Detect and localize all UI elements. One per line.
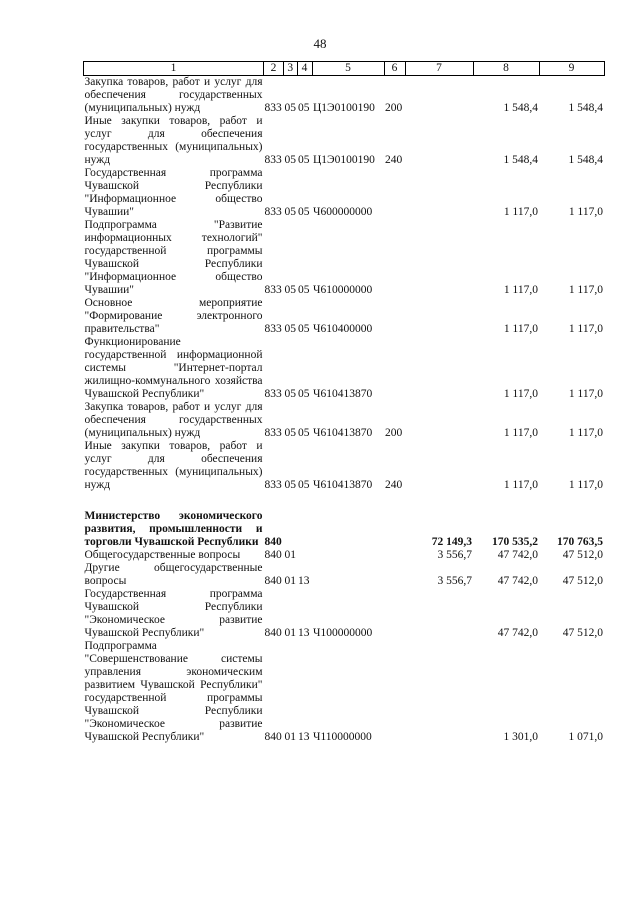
section-code-cell: 05 — [284, 206, 296, 218]
table-row — [84, 562, 605, 588]
column-header: 7 — [405, 62, 473, 76]
table-row — [84, 549, 605, 562]
amount-col7-cell — [405, 219, 473, 297]
table-row — [84, 440, 605, 492]
ministry-code-cell: 840 — [264, 627, 282, 639]
amount-col9-cell: 1 117,0 — [568, 323, 603, 335]
target-article-cell: Ч600000000 — [313, 206, 373, 218]
amount-col7-cell: 3 556,7 — [437, 549, 472, 561]
target-article-cell — [312, 510, 384, 549]
section-code-cell: 01 — [284, 731, 296, 743]
row-name-cell: Подпрограмма "Развитие информационных технологий" государственной программы Чувашской Республики "Информационное общество Чувашии" — [84, 219, 263, 296]
ministry-code-cell: 833 — [264, 154, 282, 166]
amount-col8-cell: 47 742,0 — [497, 549, 538, 561]
row-name-cell: Министерство экономического развития, промышленности и торговли Чувашской Республики — [84, 510, 263, 548]
expense-type-cell — [384, 219, 405, 297]
expense-type-cell — [384, 562, 405, 588]
section-code-cell: 05 — [284, 284, 296, 296]
subsection-code-cell — [297, 549, 312, 562]
row-name-cell: Государственная программа Чувашской Республики "Информационное общество Чувашии" — [84, 167, 263, 218]
expense-type-cell — [384, 640, 405, 744]
amount-col8-cell: 170 535,2 — [492, 536, 538, 548]
target-article-cell: Ц1Э0100190 — [313, 154, 375, 166]
subsection-code-cell: 05 — [298, 479, 310, 491]
expense-type-cell — [384, 510, 405, 549]
column-header: 6 — [384, 62, 405, 76]
table-row — [84, 219, 605, 297]
table-row — [84, 640, 605, 744]
amount-col9-cell: 1 117,0 — [568, 206, 603, 218]
section-code-cell: 01 — [284, 549, 296, 561]
row-name-cell: Функционирование государственной информационной системы "Интернет-портал жилищно-коммунального хозяйства Чувашской Республики" — [84, 336, 263, 400]
table-row — [84, 336, 605, 401]
amount-col7-cell — [405, 115, 473, 167]
subsection-code-cell: 05 — [298, 427, 310, 439]
amount-col7-cell — [405, 588, 473, 640]
column-header: 5 — [312, 62, 384, 76]
subsection-code-cell: 05 — [298, 102, 310, 114]
ministry-code-cell: 840 — [264, 575, 282, 587]
amount-col9-cell: 47 512,0 — [562, 627, 603, 639]
subsection-code-cell — [297, 510, 312, 549]
amount-col7-cell — [405, 336, 473, 401]
amount-col8-cell: 47 742,0 — [497, 575, 538, 587]
row-name-cell: Основное мероприятие "Формирование электронного правительства" — [84, 297, 263, 335]
subsection-code-cell: 05 — [298, 206, 310, 218]
amount-col9-cell: 1 548,4 — [568, 154, 603, 166]
amount-col9-cell: 47 512,0 — [562, 549, 603, 561]
expense-type-cell — [384, 167, 405, 219]
header-row — [84, 62, 605, 76]
section-code-cell: 01 — [284, 627, 296, 639]
ministry-code-cell: 833 — [264, 388, 282, 400]
subsection-code-cell: 13 — [298, 575, 310, 587]
expense-type-cell: 200 — [385, 102, 403, 114]
ministry-code-cell: 840 — [264, 731, 282, 743]
amount-col9-cell: 1 117,0 — [568, 427, 603, 439]
target-article-cell: Ч610000000 — [313, 284, 373, 296]
expense-type-cell — [384, 336, 405, 401]
subsection-code-cell: 05 — [298, 388, 310, 400]
amount-col8-cell: 1 117,0 — [503, 284, 538, 296]
subsection-code-cell: 05 — [298, 323, 310, 335]
amount-col7-cell — [405, 440, 473, 492]
row-name-cell: Закупка товаров, работ и услуг для обеспечения государственных (муниципальных) нужд — [84, 401, 263, 439]
amount-col7-cell — [405, 401, 473, 440]
ministry-code-cell: 833 — [264, 206, 282, 218]
row-name-cell: Общегосударственные вопросы — [84, 549, 241, 561]
row-name-cell: Государственная программа Чувашской Республики "Экономическое развитие Чувашской Республики" — [84, 588, 263, 639]
ministry-code-cell: 833 — [264, 323, 282, 335]
column-header: 3 — [284, 62, 298, 76]
section-code-cell: 05 — [284, 479, 296, 491]
amount-col7-cell — [405, 167, 473, 219]
ministry-code-cell: 840 — [264, 549, 282, 561]
amount-col9-cell: 1 117,0 — [568, 284, 603, 296]
amount-col9-cell: 170 763,5 — [557, 536, 603, 548]
row-name-cell: Подпрограмма "Совершенствование системы управления экономическим развитием Чувашской Республики" государственной программы Чувашской Республики "Экономическое развитие Чувашской Республики" — [84, 640, 263, 743]
target-article-cell: Ц1Э0100190 — [313, 102, 375, 114]
target-article-cell: Ч610413870 — [313, 427, 373, 439]
ministry-code-cell: 833 — [264, 479, 282, 491]
ministry-code-cell: 833 — [264, 102, 282, 114]
column-header: 1 — [84, 62, 264, 76]
amount-col7-cell: 72 149,3 — [431, 536, 472, 548]
amount-col9-cell: 1 548,4 — [568, 102, 603, 114]
row-name-cell: Иные закупки товаров, работ и услуг для обеспечения государственных (муниципальных) нужд — [84, 440, 263, 491]
section-code-cell: 01 — [284, 575, 296, 587]
expense-type-cell — [384, 588, 405, 640]
amount-col8-cell: 1 117,0 — [503, 427, 538, 439]
amount-col7-cell: 3 556,7 — [437, 575, 472, 587]
amount-col8-cell: 47 742,0 — [497, 627, 538, 639]
table-row — [84, 76, 605, 116]
row-name-cell: Закупка товаров, работ и услуг для обеспечения государственных (муниципальных) нужд — [84, 76, 263, 114]
ministry-code-cell: 833 — [264, 427, 282, 439]
column-header: 9 — [539, 62, 604, 76]
section-code-cell: 05 — [284, 323, 296, 335]
amount-col8-cell: 1 117,0 — [503, 323, 538, 335]
subsection-code-cell: 05 — [298, 154, 310, 166]
section-code-cell: 05 — [284, 388, 296, 400]
amount-col7-cell — [405, 297, 473, 336]
amount-col7-cell — [405, 76, 473, 116]
ministry-code-cell: 840 — [264, 536, 282, 548]
amount-col9-cell: 47 512,0 — [562, 575, 603, 587]
table-row — [84, 115, 605, 167]
table-row — [84, 401, 605, 440]
section-code-cell: 05 — [284, 154, 296, 166]
table-row — [84, 167, 605, 219]
amount-col8-cell: 1 548,4 — [503, 154, 538, 166]
amount-col9-cell: 1 071,0 — [568, 731, 603, 743]
table-row — [84, 297, 605, 336]
amount-col8-cell: 1 117,0 — [503, 388, 538, 400]
amount-col9-cell: 1 117,0 — [568, 479, 603, 491]
target-article-cell: Ч610413870 — [313, 388, 373, 400]
table-row — [84, 510, 605, 549]
target-article-cell: Ч100000000 — [313, 627, 373, 639]
page-number: 48 — [313, 36, 327, 51]
expense-type-cell: 240 — [385, 154, 403, 166]
table-row — [84, 588, 605, 640]
target-article-cell — [312, 549, 384, 562]
column-header: 2 — [264, 62, 284, 76]
spacer-row — [84, 492, 605, 510]
expense-type-cell — [384, 297, 405, 336]
section-code-cell: 05 — [284, 102, 296, 114]
target-article-cell: Ч110000000 — [313, 731, 372, 743]
spacer-cell — [84, 492, 605, 510]
ministry-code-cell: 833 — [264, 284, 282, 296]
column-header: 4 — [297, 62, 312, 76]
budget-table — [83, 61, 605, 744]
amount-col7-cell — [405, 640, 473, 744]
target-article-cell — [312, 562, 384, 588]
amount-col8-cell: 1 117,0 — [503, 206, 538, 218]
target-article-cell: Ч610413870 — [313, 479, 373, 491]
section-code-cell — [284, 510, 298, 549]
amount-col8-cell: 1 301,0 — [503, 731, 538, 743]
subsection-code-cell: 13 — [298, 627, 310, 639]
row-name-cell: Иные закупки товаров, работ и услуг для обеспечения государственных (муниципальных) нужд — [84, 115, 263, 166]
column-header: 8 — [473, 62, 539, 76]
target-article-cell: Ч610400000 — [313, 323, 373, 335]
expense-type-cell — [384, 549, 405, 562]
expense-type-cell: 240 — [385, 479, 403, 491]
subsection-code-cell: 05 — [298, 284, 310, 296]
expense-type-cell: 200 — [385, 427, 403, 439]
amount-col8-cell: 1 548,4 — [503, 102, 538, 114]
amount-col8-cell: 1 117,0 — [503, 479, 538, 491]
subsection-code-cell: 13 — [298, 731, 310, 743]
table-body — [84, 76, 605, 745]
row-name-cell: Другие общегосударственные вопросы — [84, 562, 263, 587]
section-code-cell: 05 — [284, 427, 296, 439]
amount-col9-cell: 1 117,0 — [568, 388, 603, 400]
